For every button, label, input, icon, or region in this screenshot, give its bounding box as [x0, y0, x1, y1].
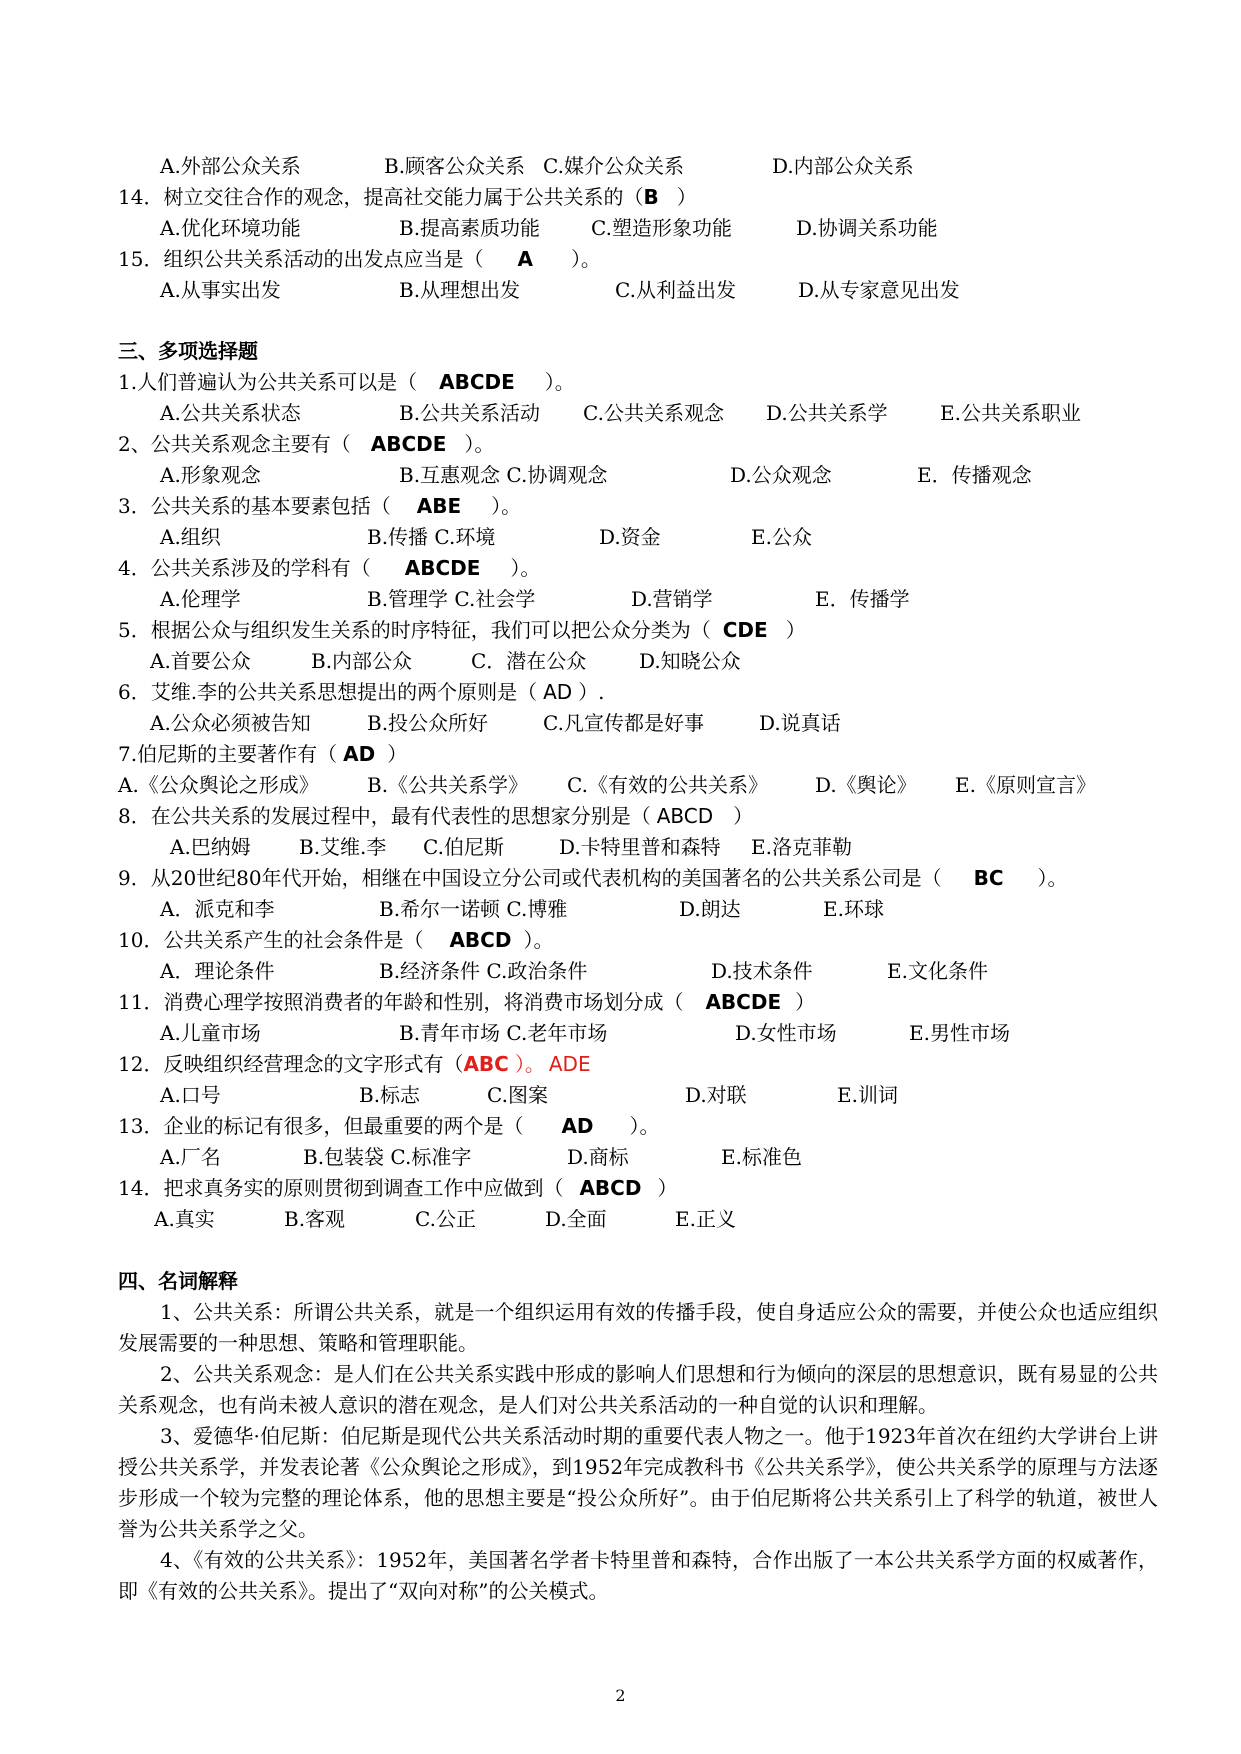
option: C.媒介公众关系 [543, 154, 684, 178]
option: D.《舆论》 [815, 773, 917, 797]
option: A.组织 [160, 525, 221, 549]
option: C.凡宣传都是好事 [543, 711, 704, 735]
option: E.训词 [837, 1083, 898, 1107]
option: D.知晓公众 [639, 649, 741, 673]
question-stem: 8．在公共关系的发展过程中，最有代表性的思想家分别是（ ABCD ） [118, 804, 754, 828]
option: E．传播观念 [917, 463, 1032, 487]
option: B.顾客公众关系 [384, 154, 526, 178]
question-stem: 11．消费心理学按照消费者的年龄和性别，将消费市场划分成（ ABCDE ） [118, 990, 816, 1014]
option: B.青年市场 C.老年市场 [399, 1021, 608, 1045]
answer: ABC [463, 1052, 509, 1076]
section-heading: 四、名词解释 [118, 1269, 238, 1293]
option: A.首要公众 [150, 649, 251, 673]
question-stem: 4．公共关系涉及的学科有（ ABCDE ）。 [118, 556, 541, 580]
question-stem: 6．艾维.李的公共关系思想提出的两个原则是（ AD ）. [118, 680, 605, 704]
option: D.公众观念 [730, 463, 832, 487]
option: C.《有效的公共关系》 [567, 773, 768, 797]
option: D.营销学 [631, 587, 713, 611]
question-stem: 2、公共关系观念主要有（ ABCDE ）。 [118, 432, 495, 456]
option: D.卡特里普和森特 [559, 835, 721, 859]
option: C．潜在公众 [471, 649, 587, 673]
question-stem: 15．组织公共关系活动的出发点应当是（ A ）。 [118, 247, 601, 271]
answer: A [517, 247, 533, 271]
option: E.洛克菲勒 [751, 835, 852, 859]
option: D.资金 [599, 525, 661, 549]
option: E.标准色 [721, 1145, 802, 1169]
definition-paragraph: 1、公共关系：所谓公共关系，就是一个组织运用有效的传播手段，使自身适应公众的需要，并使公众也适应组织发展需要的一种思想、策略和管理职能。 [118, 1300, 1158, 1355]
option: E.公众 [751, 525, 812, 549]
option: B.包装袋 C.标准字 [303, 1145, 472, 1169]
option: A.口号 [160, 1083, 221, 1107]
corrected-answer: ADE [548, 1052, 591, 1076]
option: D.对联 [685, 1083, 747, 1107]
option: D.女性市场 [735, 1021, 837, 1045]
question-stem: 1.人们普遍认为公共关系可以是（ ABCDE ）。 [118, 370, 575, 394]
option: A.伦理学 [160, 587, 241, 611]
option: B.传播 C.环境 [367, 525, 496, 549]
option: B.标志 [359, 1083, 421, 1107]
answer: ABCD [579, 1176, 642, 1200]
question-stem: 9．从20世纪80年代开始，相继在中国设立分公司或代表机构的美国著名的公共关系公司是（ BC ）。 [118, 866, 1068, 890]
page-number: 2 [615, 1686, 626, 1705]
option: A．派克和李 [160, 897, 275, 921]
option: A.厂名 [160, 1145, 221, 1169]
option: A．理论条件 [160, 959, 275, 983]
option: A.形象观念 [160, 463, 261, 487]
answer: ABCDE [370, 432, 447, 456]
definition-paragraph: 3、爱德华·伯尼斯：伯尼斯是现代公共关系活动时期的重要代表人物之一。他于1923年首次在纽约大学讲台上讲授公共关系学，并发表论著《公众舆论之形成》，到1952年完成教科书《公共关系学》，使公共关系学的原理与方法逐步形成一个较为完整的理论体系，他的思想主要是“投公众所好”。由于伯尼斯将公共关系引上了科学的轨道，被世人誉为公共关系学之父。 [118, 1424, 1158, 1541]
option: C.塑造形象功能 [591, 216, 732, 240]
option: D.商标 [567, 1145, 629, 1169]
option: A.真实 [154, 1207, 215, 1231]
question-stem: 10．公共关系产生的社会条件是（ ABCD ）。 [118, 928, 554, 952]
option: D.朗达 [679, 897, 741, 921]
option: B.客观 [284, 1207, 346, 1231]
option: D.从专家意见出发 [798, 278, 960, 302]
answer: ABCD [656, 804, 714, 828]
answer: CDE [722, 618, 768, 642]
option: E.正义 [675, 1207, 736, 1231]
option: A.公众必须被告知 [150, 711, 311, 735]
answer: ABCD [449, 928, 512, 952]
option: E．传播学 [815, 587, 910, 611]
answer: ABCDE [705, 990, 782, 1014]
option: D.内部公众关系 [772, 154, 914, 178]
option: A.公共关系状态 [160, 401, 301, 425]
option: B.从理想出发 [399, 278, 521, 302]
question-stem: 5．根据公众与组织发生关系的时序特征，我们可以把公众分类为（ CDE ） [118, 618, 806, 642]
option: C.公共关系观念 [583, 401, 724, 425]
section-heading: 三、多项选择题 [118, 339, 258, 363]
option: D.技术条件 [711, 959, 813, 983]
option: C.从利益出发 [615, 278, 736, 302]
option: B.互惠观念 C.协调观念 [399, 463, 608, 487]
option: A.优化环境功能 [160, 216, 301, 240]
definition-paragraph: 4、《有效的公共关系》：1952年，美国著名学者卡特里普和森特，合作出版了一本公共关系学方面的权威著作，即《有效的公共关系》。提出了“双向对称”的公关模式。 [118, 1548, 1158, 1603]
answer: ABCDE [439, 370, 515, 394]
option: E.公共关系职业 [940, 401, 1081, 425]
question-stem: 14．树立交往合作的观念，提高社交能力属于公共关系的（B ） [118, 185, 697, 209]
option: B.希尔一诺顿 C.博雅 [379, 897, 568, 921]
question-stem: 3．公共关系的基本要素包括（ ABE ）。 [118, 494, 522, 518]
answer: ABE [416, 494, 462, 518]
question-stem: 12．反映组织经营理念的文字形式有（ABC ）。 ADE [118, 1052, 591, 1076]
option: B.公共关系活动 [399, 401, 541, 425]
option: A.《公众舆论之形成》 [118, 773, 319, 797]
option: B.管理学 C.社会学 [367, 587, 536, 611]
answer: BC [973, 866, 1004, 890]
option: A.从事实出发 [160, 278, 281, 302]
option: A.儿童市场 [160, 1021, 261, 1045]
option: D.全面 [545, 1207, 607, 1231]
option: A.外部公众关系 [160, 154, 301, 178]
option: E.《原则宣言》 [955, 773, 1096, 797]
option: D.说真话 [759, 711, 841, 735]
option: D.协调关系功能 [796, 216, 938, 240]
answer: ABCDE [404, 556, 481, 580]
option: B.投公众所好 [367, 711, 489, 735]
answer: B [643, 185, 659, 209]
option: D.公共关系学 [766, 401, 888, 425]
question-stem: 14．把求真务实的原则贯彻到调查工作中应做到（ ABCD ） [118, 1176, 678, 1200]
question-stem: 13．企业的标记有很多，但最重要的两个是（ AD ）。 [118, 1114, 660, 1138]
option: C.公正 [415, 1207, 476, 1231]
option: B.内部公众 [311, 649, 413, 673]
option: E.环球 [823, 897, 884, 921]
answer: AD [561, 1114, 594, 1138]
option: B.艾维.李 [299, 835, 387, 859]
answer: AD [343, 742, 376, 766]
answer: AD [543, 680, 573, 704]
option: E.文化条件 [887, 959, 988, 983]
option: C.图案 [487, 1083, 548, 1107]
option: C.伯尼斯 [423, 835, 504, 859]
option: B.经济条件 C.政治条件 [379, 959, 588, 983]
question-stem: 7.伯尼斯的主要著作有（ AD ） [118, 742, 408, 766]
option: A.巴纳姆 [170, 835, 251, 859]
option: B.《公共关系学》 [367, 773, 529, 797]
option: B.提高素质功能 [399, 216, 541, 240]
option: E.男性市场 [909, 1021, 1010, 1045]
definition-paragraph: 2、公共关系观念：是人们在公共关系实践中形成的影响人们思想和行为倾向的深层的思想意识，既有易显的公共关系观念，也有尚未被人意识的潜在观念，是人们对公共关系活动的一种自觉的认识和理解。 [118, 1362, 1158, 1417]
